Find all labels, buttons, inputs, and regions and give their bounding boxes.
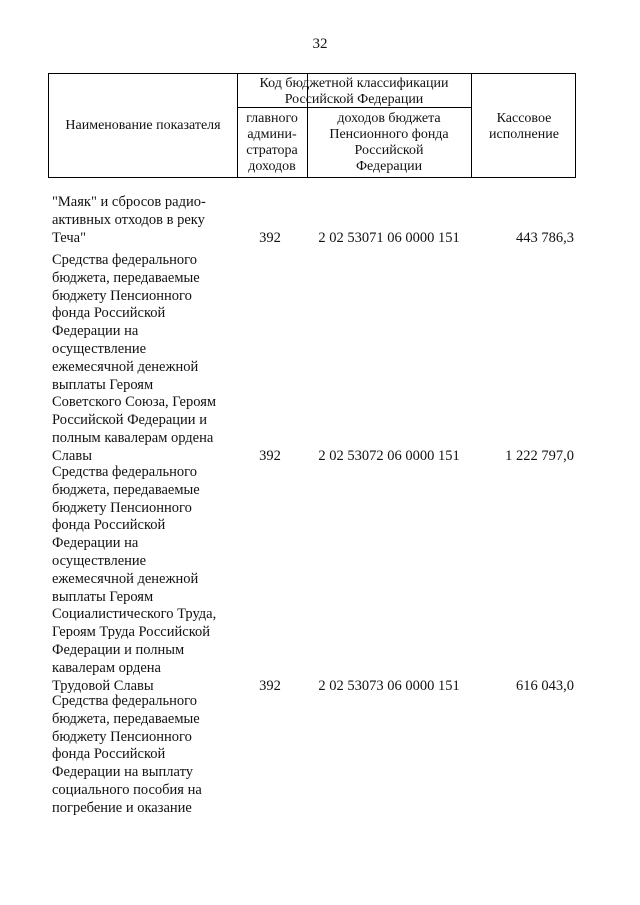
table-header [48, 73, 576, 178]
indicator-name-line: Теча" [52, 229, 87, 246]
indicator-name-line: Федерации на [52, 323, 139, 340]
indicator-name-line: бюджета, передаваемые [52, 481, 200, 498]
header-income-line: Пенсионного фонда [329, 127, 449, 142]
indicator-name-line: Российской Федерации и [52, 412, 207, 429]
header-execution-line: исполнение [489, 127, 559, 142]
indicator-name-line: фонда Российской [52, 305, 166, 322]
indicator-name-line: Советского Союза, Героям [52, 394, 217, 411]
indicator-name-line: бюджету Пенсионного [52, 499, 192, 516]
header-kbk-line: Российской Федерации [284, 92, 424, 107]
indicator-name-line: ежемесячной денежной [52, 570, 199, 587]
indicator-name-line: Федерации на [52, 535, 139, 552]
indicator-name-line: социального пособия на [52, 781, 202, 798]
indicator-name-line: осуществление [52, 552, 147, 569]
indicator-name-line: Федерации на выплату [52, 764, 193, 781]
table-row [48, 464, 576, 695]
indicator-name-line: фонда Российской [52, 746, 166, 763]
page-number: 32 [312, 36, 328, 52]
admin-code: 392 [259, 229, 281, 246]
header-admin-line: доходов [248, 159, 296, 174]
income-code: 2 02 53071 06 0000 151 [318, 229, 460, 246]
cash-execution: 1 222 797,0 [505, 447, 574, 464]
indicator-name-line: кавалерам ордена [52, 659, 161, 676]
indicator-name-line: фонда Российской [52, 517, 166, 534]
indicator-name-line: погребение и оказание [52, 799, 192, 816]
header-admin-line: главного [246, 111, 298, 126]
indicator-name [52, 252, 232, 466]
indicator-name-line: бюджета, передаваемые [52, 710, 200, 727]
header-kbk-group [237, 76, 471, 108]
header-execution-line: Кассовое [496, 111, 552, 126]
table-row [48, 194, 576, 247]
header-admin-line: стратора [246, 143, 298, 158]
indicator-name-line: выплаты Героям [52, 588, 154, 605]
cash-execution: 443 786,3 [516, 229, 574, 246]
admin-code: 392 [259, 677, 281, 694]
header-execution [471, 111, 577, 143]
header-kbk-line: Код бюджетной классификации [259, 76, 449, 91]
header-name: Наименование показателя [65, 118, 221, 133]
indicator-name-line: Социалистического Труда, [52, 606, 217, 623]
indicator-name-line: осуществление [52, 340, 147, 357]
indicator-name-line: полным кавалерам ордена [52, 429, 214, 446]
indicator-name-line: ежемесячной денежной [52, 358, 199, 375]
header-income-line: Федерации [355, 159, 423, 174]
indicator-name-line: активных отходов в реку [52, 211, 205, 228]
cash-execution: 616 043,0 [516, 677, 574, 694]
indicator-name-line: бюджету Пенсионного [52, 728, 192, 745]
indicator-name-line: Средства федерального [52, 464, 197, 480]
indicator-name-line: "Маяк" и сбросов радио- [52, 194, 206, 210]
indicator-name-line: Трудовой Славы [52, 677, 154, 694]
header-income-line: доходов бюджета [337, 111, 441, 126]
header-income [307, 111, 471, 175]
indicator-name [52, 464, 232, 695]
indicator-name [52, 693, 232, 818]
indicator-name-line: Средства федерального [52, 693, 197, 709]
header-admin [237, 111, 307, 175]
table-row [48, 252, 576, 466]
indicator-name-line: бюджета, передаваемые [52, 269, 200, 286]
admin-code: 392 [259, 447, 281, 464]
header-admin-line: админи- [247, 127, 297, 142]
indicator-name-line: Героям Труда Российской [52, 624, 211, 641]
income-code: 2 02 53072 06 0000 151 [318, 447, 460, 464]
indicator-name-line: Федерации и полным [52, 641, 185, 658]
header-income-line: Российской [354, 143, 424, 158]
indicator-name-line: бюджету Пенсионного [52, 287, 192, 304]
income-code: 2 02 53073 06 0000 151 [318, 677, 460, 694]
table-row [48, 693, 576, 818]
indicator-name-line: Средства федерального [52, 252, 197, 268]
indicator-name [52, 194, 232, 247]
indicator-name-line: Славы [52, 447, 92, 464]
indicator-name-line: выплаты Героям [52, 376, 154, 393]
